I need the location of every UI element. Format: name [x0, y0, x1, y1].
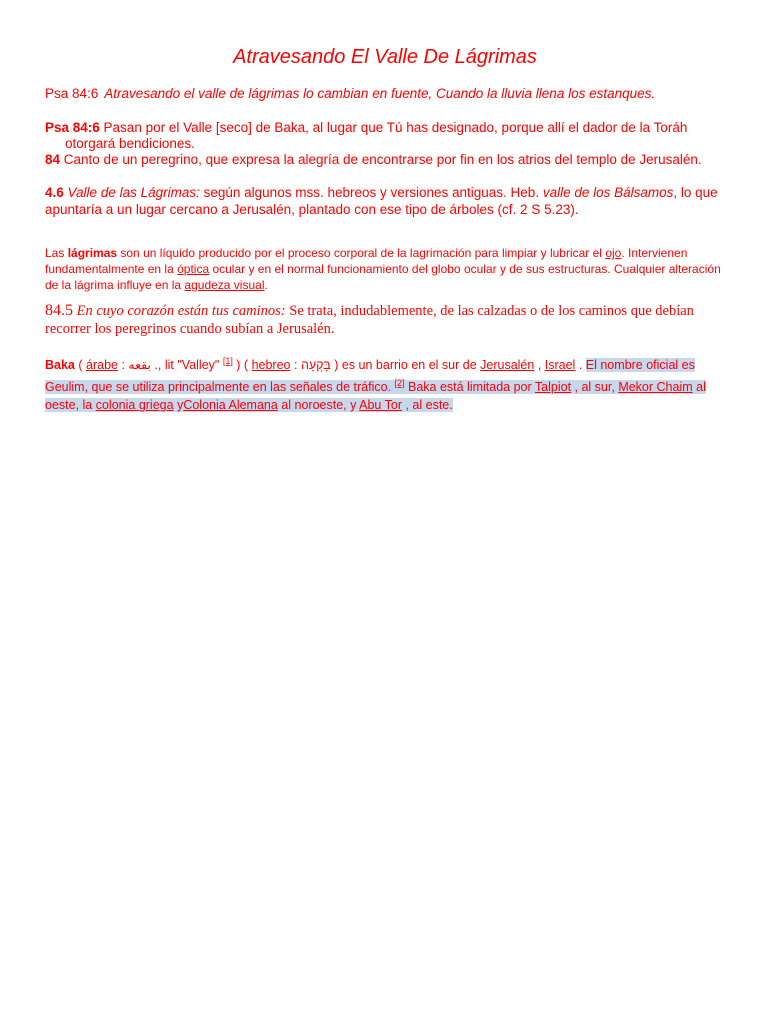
baka-hl-7: , al este.: [402, 398, 453, 413]
baka-text-6: .: [575, 358, 586, 373]
link-optica[interactable]: óptica: [177, 262, 210, 276]
link-jerusalen[interactable]: Jerusalén: [480, 358, 535, 373]
link-hebreo[interactable]: hebreo: [251, 358, 291, 373]
link-agudeza-visual[interactable]: agudeza visual: [184, 278, 265, 292]
baka-text-3: ) (: [232, 358, 252, 373]
psa-paragraph: [45, 86, 655, 101]
link-ojo[interactable]: ojo: [605, 246, 622, 260]
psa-text: Atravesando el valle de lágrimas lo cambian en fuente, Cuando la lluvia llena los estanques.: [104, 86, 656, 101]
baka-hl-3: , al sur,: [571, 380, 619, 395]
note-term-2: valle de los Bálsamos: [542, 185, 674, 200]
baka-text-5: ,: [534, 358, 545, 373]
serif-paragraph: [45, 302, 725, 338]
baka-hl-5: y: [173, 398, 184, 413]
note-term: Valle de las Lágrimas:: [67, 185, 200, 200]
verse-text-1a: Pasan por el Valle [seco] de Baka, al lugar que Tú has designado, porque allí el dador de la Toráh: [99, 120, 688, 135]
baka-text-1: (: [74, 358, 86, 373]
tears-text-2: . Intervienen fundamentalmente en la: [45, 246, 688, 276]
baka-bold: Baka: [45, 358, 75, 373]
verse-paragraph: [45, 120, 725, 168]
tears-text-4: .: [264, 278, 268, 292]
baka-text-2: : بقعه ., lit "Valley": [117, 358, 223, 373]
tears-paragraph: [45, 245, 725, 293]
link-arabe[interactable]: árabe: [86, 358, 118, 373]
verse-ref-1: Psa 84:6: [45, 120, 100, 135]
link-israel[interactable]: Israel: [544, 358, 576, 373]
baka-paragraph: [45, 352, 725, 414]
link-colonia-griega[interactable]: colonia griega: [95, 398, 174, 413]
serif-italic: En cuyo corazón están tus caminos:: [76, 303, 286, 319]
baka-hl-2: Baka está limitada por: [404, 380, 535, 395]
link-colonia-alemana[interactable]: Colonia Alemana: [183, 398, 278, 413]
link-abu-tor[interactable]: Abu Tor: [359, 398, 402, 413]
baka-hl-6: al noroeste, y: [277, 398, 360, 413]
verse-text-1b: otorgará bendiciones.: [65, 136, 195, 151]
baka-hl-1: El nombre oficial es Geulim, que se utiliza principalmente en las señales de tráfico.: [45, 358, 695, 395]
baka-hl-4: al oeste, la: [45, 380, 706, 413]
serif-text: Se trata, indudablemente, de las calzadas o de los caminos que debían recorrer los peregrinos cuando subían a Jerusalén.: [45, 303, 694, 337]
link-talpiot[interactable]: Talpiot: [534, 380, 572, 395]
note-text-1: según algunos mss. hebreos y versiones antiguas. Heb.: [199, 185, 543, 200]
link-mekor-chaim[interactable]: Mekor Chaim: [618, 380, 693, 395]
footnote-2-link[interactable]: [2]: [394, 378, 405, 389]
serif-ref: 84.5: [45, 302, 73, 319]
verse-ref-2: 84: [45, 152, 61, 167]
tears-pre: Las: [45, 246, 68, 260]
note-ref: 4.6: [45, 185, 64, 200]
note-text-2: , lo que apuntaría a un lugar cercano a Jerusalén, plantado con ese tipo de árboles (cf. 2 S 5.23).: [45, 185, 718, 217]
baka-text-4: : בָּקְעָה ) es un barrio en el sur de: [290, 358, 481, 373]
tears-text-1: son un líquido producido por el proceso corporal de la lagrimación para limpiar y lubricar el: [117, 246, 606, 260]
tears-bold: lágrimas: [67, 246, 118, 260]
page-title: Atravesando El Valle De Lágrimas: [233, 46, 537, 68]
footnote-1-link[interactable]: [1]: [222, 356, 233, 366]
verse-text-2: Canto de un peregrino, que expresa la alegría de encontrarse por fin en los atrios del templo de Jerusalén.: [60, 152, 702, 167]
tears-text-3: ocular y en el normal funcionamiento del globo ocular y de sus estructuras. Cualquier alteración de la lágrima influye en la: [45, 262, 721, 292]
note-paragraph: [45, 184, 725, 218]
psa-ref: Psa 84:6: [45, 86, 99, 101]
